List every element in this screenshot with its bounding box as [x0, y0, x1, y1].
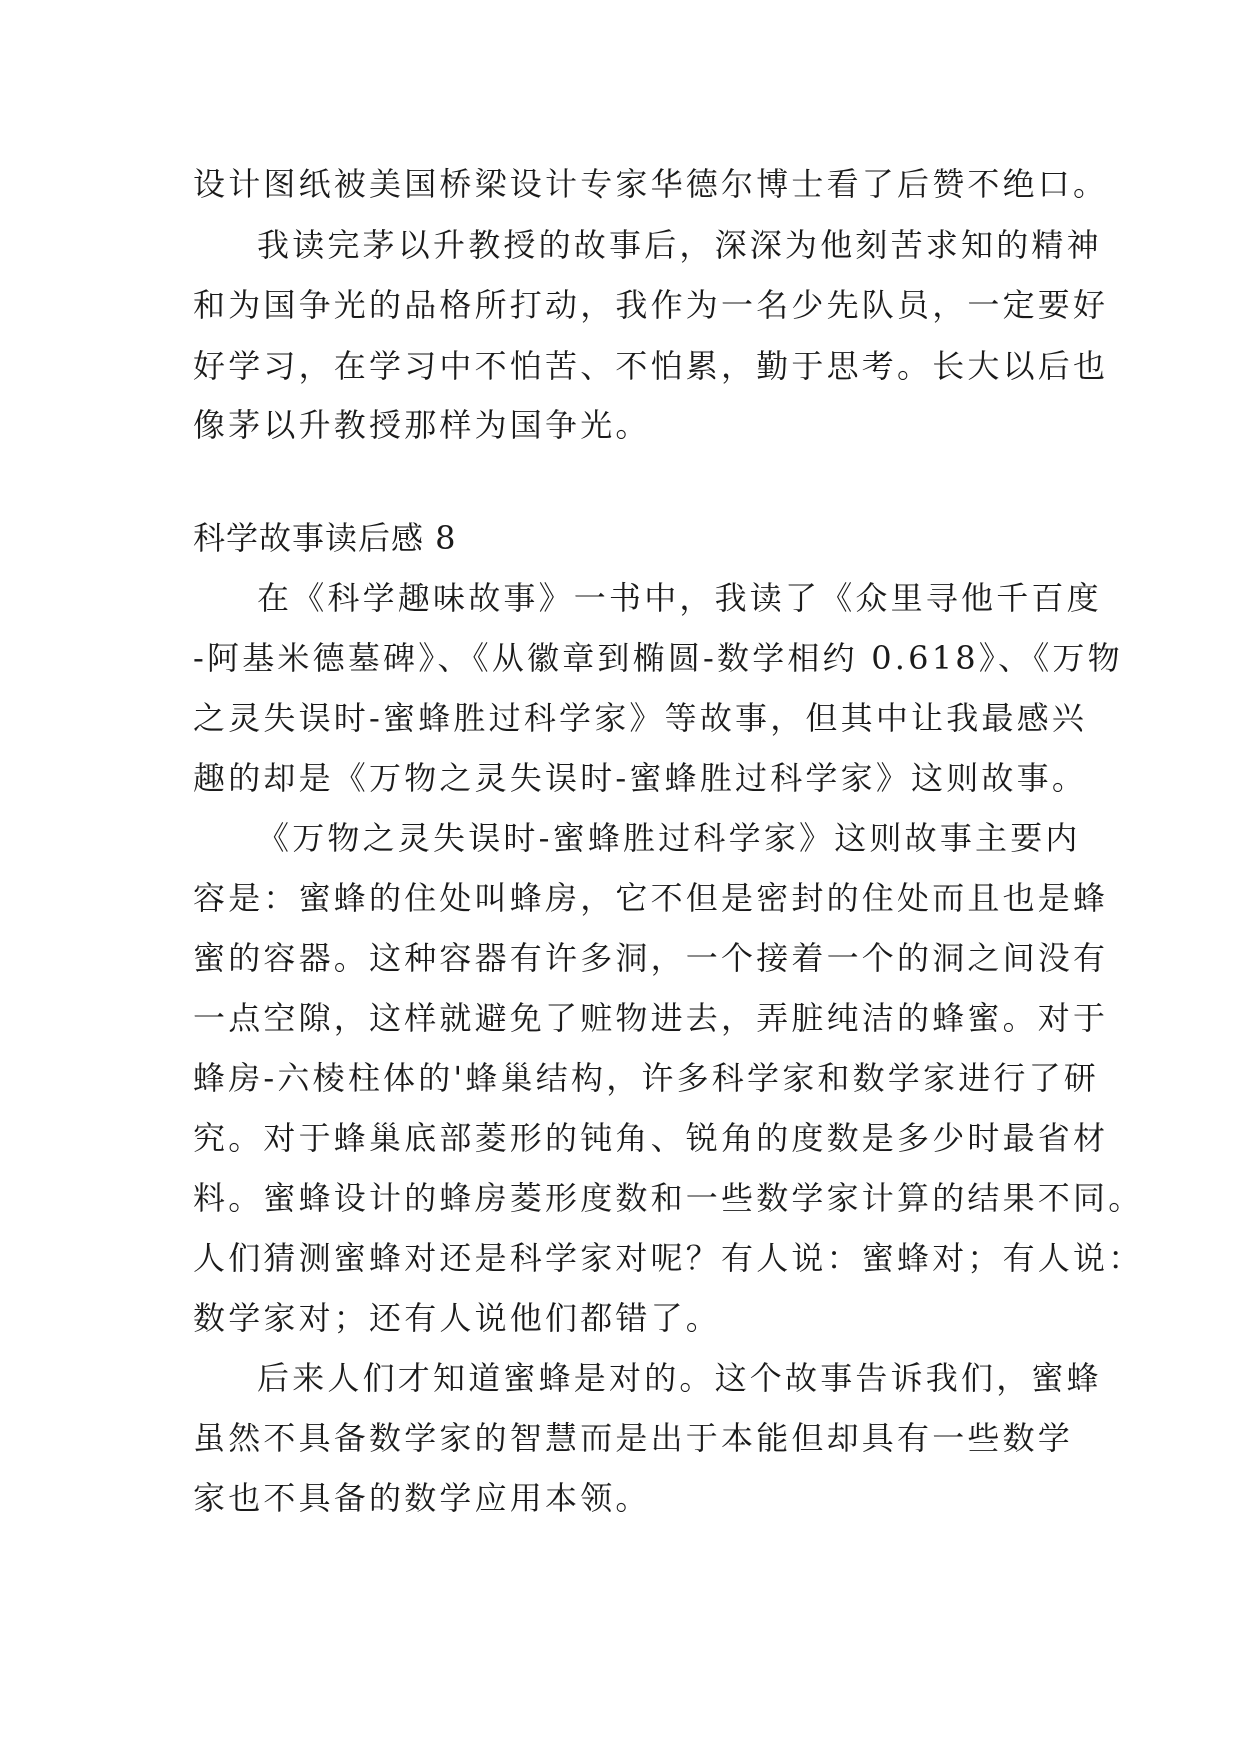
paragraph-line: 究。对于蜂巢底部菱形的钝角、锐角的度数是多少时最省材: [193, 1119, 1109, 1157]
paragraph-line: 蜜的容器。这种容器有许多洞，一个接着一个的洞之间没有: [193, 939, 1109, 977]
paragraph-line: 设计图纸被美国桥梁设计专家华德尔博士看了后赞不绝口。: [193, 165, 1109, 203]
paragraph-line: 料。蜜蜂设计的蜂房菱形度数和一些数学家计算的结果不同。: [193, 1179, 1144, 1217]
paragraph-line: 家也不具备的数学应用本领。: [193, 1479, 651, 1517]
paragraph-line: 和为国争光的品格所打动，我作为一名少先队员，一定要好: [193, 286, 1109, 324]
paragraph-line: -阿基米德墓碑》、《从徽章到椭圆-数学相约 0.618》、《万物: [193, 639, 1123, 677]
paragraph-line: 一点空隙，这样就避免了赃物进去，弄脏纯洁的蜂蜜。对于: [193, 999, 1109, 1037]
paragraph-line: 我读完茅以升教授的故事后，深深为他刻苦求知的精神: [257, 226, 1102, 264]
paragraph-line: 《万物之灵失误时-蜜蜂胜过科学家》这则故事主要内: [257, 819, 1081, 857]
paragraph-line: 后来人们才知道蜜蜂是对的。这个故事告诉我们，蜜蜂: [257, 1359, 1102, 1397]
section-title: 科学故事读后感 8: [193, 519, 457, 557]
paragraph-line: 虽然不具备数学家的智慧而是出于本能但却具有一些数学: [193, 1419, 1074, 1457]
paragraph-line: 数学家对；还有人说他们都错了。: [193, 1299, 722, 1337]
paragraph-line: 人们猜测蜜蜂对还是科学家对呢？有人说：蜜蜂对；有人说：: [193, 1239, 1144, 1277]
paragraph-line: 容是：蜜蜂的住处叫蜂房，它不但是密封的住处而且也是蜂: [193, 879, 1109, 917]
paragraph-line: 趣的却是《万物之灵失误时-蜜蜂胜过科学家》这则故事。: [193, 759, 1088, 797]
paragraph-line: 像茅以升教授那样为国争光。: [193, 406, 651, 444]
paragraph-line: 好学习，在学习中不怕苦、不怕累，勤于思考。长大以后也: [193, 347, 1109, 385]
paragraph-line: 在《科学趣味故事》一书中，我读了《众里寻他千百度: [257, 579, 1102, 617]
paragraph-line: 蜂房-六棱柱体的'蜂巢结构，许多科学家和数学家进行了研: [193, 1059, 1100, 1097]
paragraph-line: 之灵失误时-蜜蜂胜过科学家》等故事，但其中让我最感兴: [193, 699, 1088, 737]
